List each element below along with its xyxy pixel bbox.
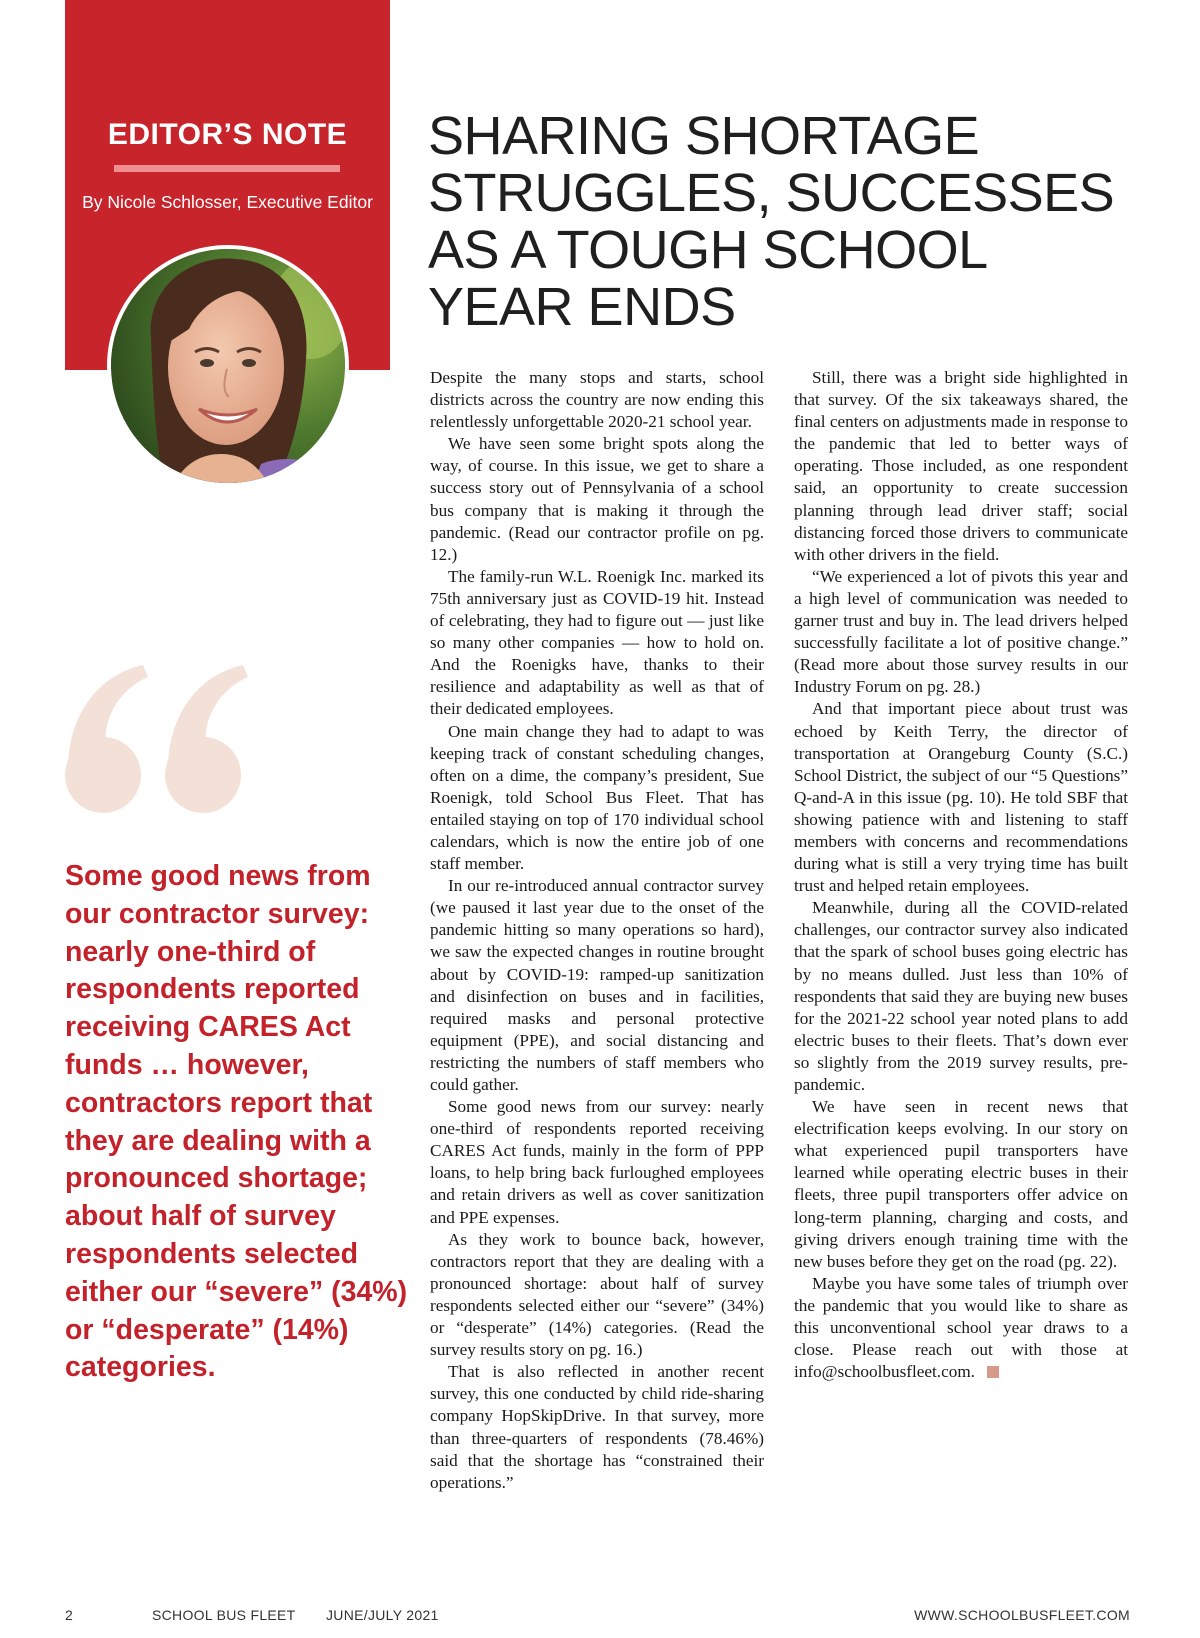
author-portrait-image: [111, 249, 349, 487]
headline-line: AS A TOUGH SCHOOL: [428, 220, 988, 280]
article-paragraph: In our re-introduced annual contractor survey (we paused it last year due to the onset of the pandemic hitting so many operations so hard), we saw the expected changes in routine brought about by COVID-19: ramped-up sanitization and disinfection on buses and in facilities, required masks and personal protective equipment (PPE), and social distancing and restricting the numbers of staff members who could gather.: [430, 876, 764, 1094]
article-paragraph: The family-run W.L. Roenigk Inc. marked its 75th anniversary just as COVID-19 hit. Instead of celebrating, they had to figure out — just like so many other companies — how to hold on. And the Roenigks have, thanks to their resilience and adaptability as well as that of their dedicated employees.: [430, 566, 764, 719]
byline: By Nicole Schlosser, Executive Editor: [82, 192, 373, 212]
article-headline: [428, 108, 1148, 336]
article-paragraph: Despite the many stops and starts, school districts across the country are now ending this relentlessly unforgettable 2020-21 school year.: [430, 368, 764, 432]
article-paragraph: We have seen some bright spots along the way, of course. In this issue, we get to share a success story out of Pennsylvania of a school bus company that is making it through the pandemic. (Read our contractor profile on pg. 12.): [430, 434, 764, 564]
website-url: WWW.SCHOOLBUSFLEET.COM: [914, 1607, 1130, 1623]
article-paragraph: Still, there was a bright side highlighted in that survey. Of the six takeaways shared, the final centers on adjustments made in response to the pandemic that led to better ways of operating. Those included, as one respondent said, an opportunity to create succession planning through lead driver staff; social distancing forced those drivers to communicate with other drivers in the field.: [794, 368, 1128, 564]
publication-name: SCHOOL BUS FLEET: [152, 1607, 296, 1623]
headline-line: STRUGGLES, SUCCESSES: [428, 163, 1115, 223]
article-column-2: [794, 367, 1128, 1383]
issue-date: JUNE/JULY 2021: [326, 1607, 439, 1623]
section-label: EDITOR’S NOTE: [107, 118, 348, 151]
quote-mark-icon: [58, 665, 258, 825]
article-paragraph: And that important piece about trust was echoed by Keith Terry, the director of transportation at Orangeburg County (S.C.) School District, the subject of our “5 Questions” Q-and-A in this issue (pg. 10). He told SBF that showing patience with and listening to staff members with concerns and recommendations during what is still a very trying time has built trust and helped retain employees.: [794, 699, 1128, 896]
headline-line: YEAR ENDS: [428, 277, 736, 337]
article-paragraph: Meanwhile, during all the COVID-related challenges, our contractor survey also indicated that the spark of school buses going electric has by no means dulled. Just less than 10% of respondents that said they are buying new buses for the 2021-22 school year noted plans to add electric buses to their fleets. That’s down ever so slightly from the 2019 survey results, pre-pandemic.: [794, 898, 1128, 1094]
article-paragraph: As they work to bounce back, however, contractors report that they are dealing with a pronounced shortage: about half of survey respondents selected either our “severe” (34%) or “desperate” (14%) categories. (Read the survey results story on pg. 16.): [430, 1229, 764, 1360]
article-paragraph: Some good news from our survey: nearly one-third of respondents reported receiving CARES Act funds, mainly in the form of PPP loans, to help bring back furloughed employees and retain drivers as well as cover sanitization and PPE expenses.: [430, 1097, 764, 1227]
article-paragraph: We have seen in recent news that electrification keeps evolving. In our story on what experienced pupil transporters have learned while operating electric buses in their fleets, three pupil transporters offer advice on long-term planning, charging and costs, and giving drivers enough training time with the new buses before they get on the road (pg. 22).: [794, 1097, 1128, 1271]
end-mark-icon: [987, 1366, 999, 1378]
article-paragraph: That is also reflected in another recent survey, this one conducted by child ride-sharing company HopSkipDrive. In that survey, more than three-quarters of respondents (78.46%) said that the shortage has “constrained their operations.”: [430, 1362, 764, 1492]
article-paragraph: “We experienced a lot of pivots this year and a high level of communication was needed to garner trust and buy in. The lead drivers helped successfully facilitate a lot of positive change.” (Read more about those survey results in our Industry Forum on pg. 28.): [794, 566, 1128, 697]
article-paragraph-final: [794, 1273, 1128, 1383]
article-column-1: [430, 367, 764, 1494]
article-paragraph-text: Maybe you have some tales of triumph over the pandemic that you would like to share as this unconventional school year draws to a close. Please reach out with those at info@schoolbusfleet.com.: [794, 1273, 1128, 1382]
page-number: 2: [65, 1607, 74, 1623]
article-paragraph: One main change they had to adapt to was keeping track of constant scheduling changes, often on a dime, the company’s president, Sue Roenigk, told School Bus Fleet. That has entailed staying on top of 170 individual school calendars, which is now the entire job of one staff member.: [430, 721, 764, 874]
headline-line: SHARING SHORTAGE: [428, 106, 980, 166]
pull-quote: Some good news from our contractor survey: nearly one-third of respondents reported receiving CARES Act funds … however, contractors report that they are dealing with a pronounced shortage; about half of survey respondents selected either our “severe” (34%) or “desperate” (14%) categories.: [65, 860, 408, 1384]
author-photo: [107, 245, 349, 487]
label-divider: [114, 165, 340, 172]
